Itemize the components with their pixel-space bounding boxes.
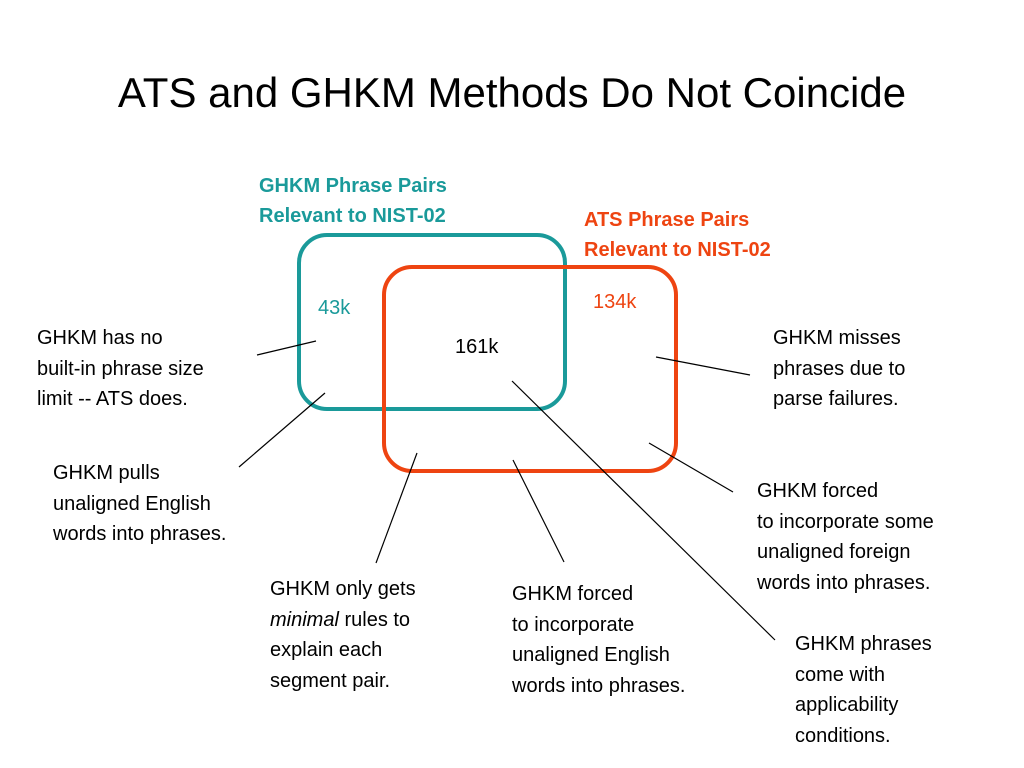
note-line: unaligned English bbox=[512, 644, 670, 666]
ats-set-label-line2: Relevant to NIST-02 bbox=[584, 239, 771, 261]
note-line: GHKM only gets bbox=[270, 578, 416, 600]
note-line: words into phrases. bbox=[757, 571, 931, 594]
ghkm-set-label-line1: GHKM Phrase Pairs bbox=[259, 175, 447, 197]
note-line: GHKM phrases bbox=[795, 633, 932, 655]
note-line: to incorporate bbox=[512, 613, 635, 636]
note-line: segment pair. bbox=[270, 669, 391, 692]
note-line: limit -- ATS does. bbox=[37, 388, 188, 410]
note-text: rules to bbox=[338, 608, 411, 631]
connector-size-limit bbox=[257, 341, 316, 355]
note-line: built-in phrase size bbox=[37, 357, 204, 380]
note-line: GHKM forced bbox=[757, 480, 879, 502]
connector-unaligned-english-forced bbox=[513, 460, 564, 562]
note-line: conditions. bbox=[795, 724, 891, 747]
note-line: words into phrases. bbox=[512, 674, 686, 697]
connector-parse-failures bbox=[656, 357, 750, 375]
note-emphasis: minimal bbox=[270, 608, 339, 631]
ats-set-label-line1: ATS Phrase Pairs bbox=[584, 209, 750, 231]
ats-only-count: 134k bbox=[593, 291, 637, 313]
connector-unaligned-foreign bbox=[649, 443, 733, 492]
ghkm-only-count: 43k bbox=[318, 297, 351, 319]
note-line: unaligned English bbox=[53, 492, 211, 515]
connector-unaligned-english-pull bbox=[239, 393, 325, 467]
overlap-count: 161k bbox=[455, 336, 499, 358]
note-line: phrases due to bbox=[773, 357, 906, 380]
note-line: parse failures. bbox=[773, 388, 899, 410]
note-line: explain each bbox=[270, 639, 383, 661]
note-line: to incorporate some bbox=[757, 510, 934, 533]
note-line: applicability bbox=[795, 694, 899, 716]
connector-applicability bbox=[512, 381, 775, 640]
note-line: unaligned foreign bbox=[757, 541, 911, 563]
slide-title: ATS and GHKM Methods Do Not Coincide bbox=[117, 69, 907, 116]
connector-minimal-rules bbox=[376, 453, 417, 563]
note-line: GHKM pulls bbox=[53, 462, 160, 484]
note-line: GHKM forced bbox=[512, 583, 634, 605]
note-line: GHKM has no bbox=[37, 327, 163, 349]
note-line: words into phrases. bbox=[53, 523, 227, 545]
note-line: come with bbox=[795, 663, 886, 686]
ghkm-set-label-line2: Relevant to NIST-02 bbox=[259, 205, 446, 227]
note-line: GHKM misses bbox=[773, 327, 901, 349]
